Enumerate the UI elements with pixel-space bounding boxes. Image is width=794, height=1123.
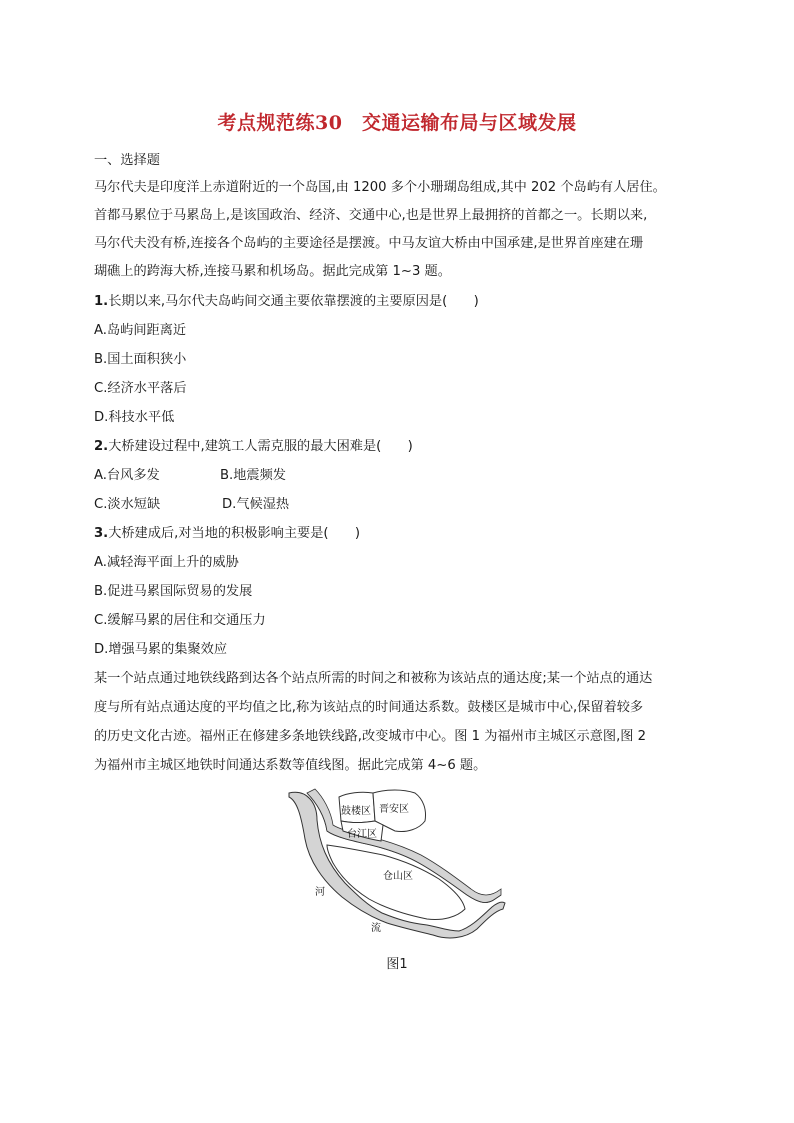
option-1b: B.国土面积狭小 <box>94 352 187 367</box>
cangshan-island <box>327 845 465 920</box>
section-heading: 一、选择题 <box>94 153 160 168</box>
option-1a: A.岛屿间距离近 <box>94 323 187 338</box>
gulou-label: 鼓楼区 <box>341 806 371 817</box>
cangshan-label: 仓山区 <box>383 871 413 882</box>
question-text: 长期以来,马尔代夫岛屿间交通主要依靠摆渡的主要原因是( ) <box>108 294 479 309</box>
question-1 <box>94 292 479 312</box>
question-2 <box>94 437 413 457</box>
option-2c: C.淡水短缺 <box>94 497 161 512</box>
passage1-line: 瑚礁上的跨海大桥,连接马累和机场岛。据此完成第 1~3 题。 <box>94 264 451 279</box>
river-label-liu: 流 <box>371 923 381 934</box>
option-1d: D.科技水平低 <box>94 410 175 425</box>
option-2b: B.地震频发 <box>220 468 286 483</box>
option-2d: D.气候湿热 <box>222 497 290 512</box>
question-number: 1. <box>94 294 109 309</box>
passage2-line: 度与所有站点通达度的平均值之比,称为该站点的时间通达系数。鼓楼区是城市中心,保留着较多 <box>94 700 644 715</box>
option-2a: A.台风多发 <box>94 468 160 483</box>
passage1-line: 首都马累位于马累岛上,是该国政治、经济、交通中心,也是世界上最拥挤的首都之一。长期以来, <box>94 208 648 223</box>
passage1-line: 马尔代夫是印度洋上赤道附近的一个岛国,由 1200 多个小珊瑚岛组成,其中 202 个岛屿有人居住。 <box>94 180 666 195</box>
passage2-line: 的历史文化古迹。福州正在修建多条地铁线路,改变城市中心。图 1 为福州市主城区示意图,图 2 <box>94 729 647 744</box>
fuzhou-district-map <box>287 785 507 945</box>
jinan-label: 晋安区 <box>379 804 409 815</box>
river-label-he: 河 <box>315 887 325 898</box>
question-number: 2. <box>94 439 109 454</box>
taijiang-label: 台江区 <box>347 829 377 840</box>
page-title: 考点规范练30 交通运输布局与区域发展 <box>217 112 577 134</box>
question-text: 大桥建设过程中,建筑工人需克服的最大困难是( ) <box>108 439 413 454</box>
question-text: 大桥建成后,对当地的积极影响主要是( ) <box>108 526 361 541</box>
option-1c: C.经济水平落后 <box>94 381 187 396</box>
question-3 <box>94 524 360 544</box>
question-number: 3. <box>94 526 109 541</box>
option-3d: D.增强马累的集聚效应 <box>94 642 228 657</box>
passage1-line: 马尔代夫没有桥,连接各个岛屿的主要途径是摆渡。中马友谊大桥由中国承建,是世界首座建在珊 <box>94 236 644 251</box>
figure-caption: 图1 <box>386 957 408 972</box>
passage2-line: 为福州市主城区地铁时间通达系数等值线图。据此完成第 4~6 题。 <box>94 758 487 773</box>
passage2-line: 某一个站点通过地铁线路到达各个站点所需的时间之和被称为该站点的通达度;某一个站点的通达 <box>94 671 653 686</box>
option-3b: B.促进马累国际贸易的发展 <box>94 584 253 599</box>
option-3a: A.减轻海平面上升的威胁 <box>94 555 239 570</box>
option-3c: C.缓解马累的居住和交通压力 <box>94 613 266 628</box>
